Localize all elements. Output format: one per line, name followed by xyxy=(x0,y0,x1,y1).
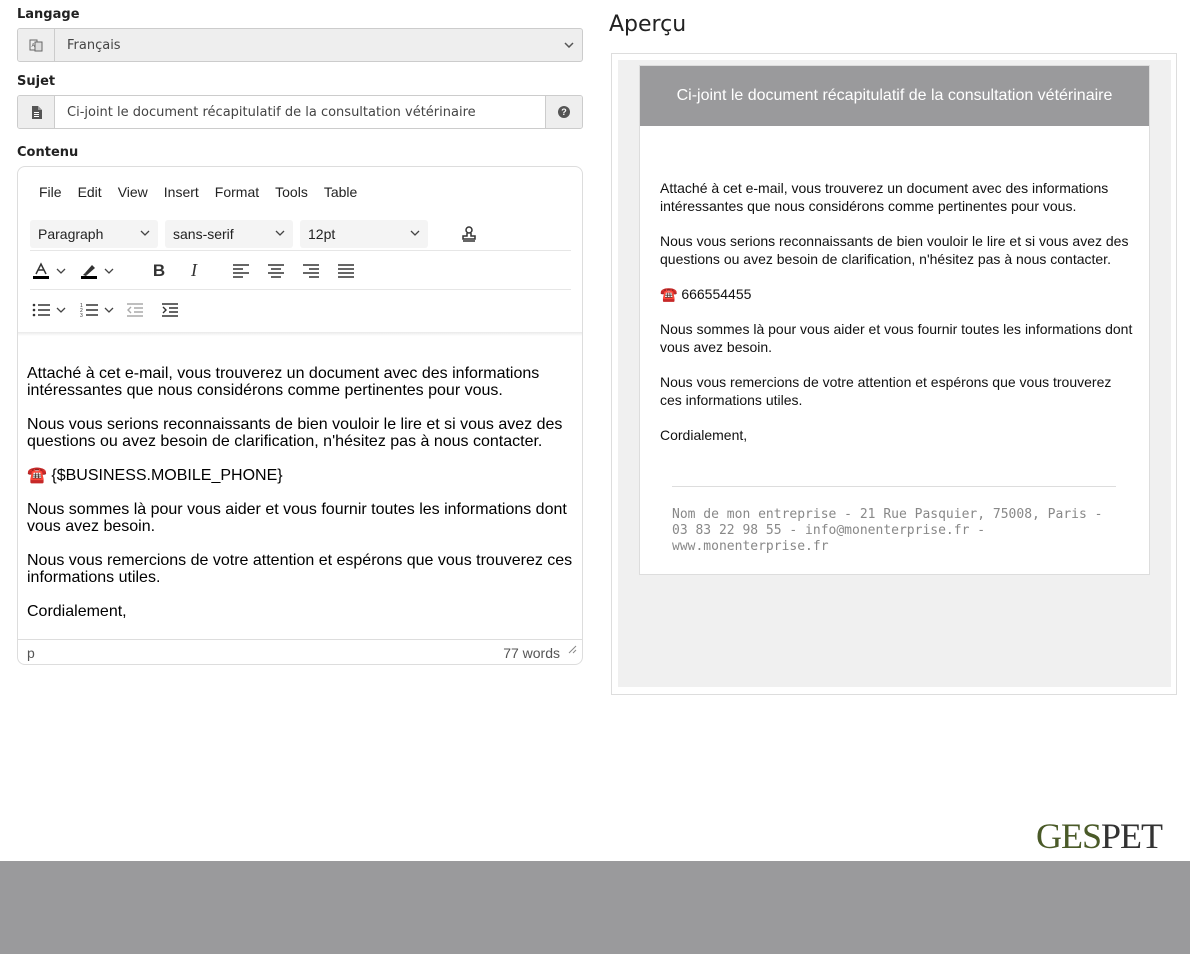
chevron-down-icon[interactable] xyxy=(52,296,70,324)
footer-band xyxy=(0,861,1190,954)
email-body xyxy=(660,179,1135,461)
highlight-color-icon[interactable] xyxy=(78,257,100,285)
paragraph: Cordialement, xyxy=(660,427,748,443)
email-preview xyxy=(611,53,1177,695)
numbered-list-icon[interactable] xyxy=(78,296,100,324)
help-button[interactable] xyxy=(545,96,582,128)
email-footer: Nom de mon entreprise - 21 Rue Pasquier, 75008, Paris - 03 83 22 98 55 - info@monenterprise.fr - www.monenterprise.fr xyxy=(672,507,1103,554)
element-path[interactable]: p xyxy=(27,644,35,661)
document-icon xyxy=(18,96,55,128)
svg-text:3: 3 xyxy=(80,313,83,317)
gespet-logo xyxy=(1036,815,1162,857)
outdent-icon[interactable] xyxy=(124,296,146,324)
stamp-icon[interactable] xyxy=(460,220,478,248)
content-label: Contenu xyxy=(17,145,79,160)
rich-text-editor xyxy=(17,166,583,665)
divider xyxy=(672,486,1116,487)
chevron-down-icon xyxy=(410,228,420,239)
telephone-icon: ☎️ xyxy=(27,467,47,484)
resize-handle-icon[interactable] xyxy=(568,641,577,659)
toolbar-row-lists xyxy=(30,291,571,329)
toolbar-row-text xyxy=(30,252,571,290)
phone-number: 666554455 xyxy=(681,286,752,302)
chevron-down-icon xyxy=(140,228,150,239)
paragraph: Nous vous serions reconnaissants de bien vouloir le lire et si vous avez des questions ou avez besoin de clarification, n'hésitez pas à nous contacter. xyxy=(660,233,1129,267)
paragraph: Nous vous serions reconnaissants de bien vouloir le lire et si vous avez des questions ou avez besoin de clarification, n'hésitez pas à nous contacter. xyxy=(27,416,563,450)
paragraph: Attaché à cet e-mail, vous trouverez un document avec des informations intéressantes que nous considérons comme pertinentes pour vous. xyxy=(27,365,540,399)
font-size-value: 12pt xyxy=(308,225,336,242)
font-family-select[interactable] xyxy=(165,220,293,248)
phone-line xyxy=(27,467,577,484)
word-count[interactable]: 77 words xyxy=(503,644,560,661)
chevron-down-icon[interactable] xyxy=(100,296,118,324)
menu-view[interactable]: View xyxy=(117,184,148,200)
paragraph: Nous vous remercions de votre attention et espérons que vous trouverez ces informations utiles. xyxy=(660,374,1112,408)
paragraph: Nous sommes là pour vous aider et vous fournir toutes les informations dont vous avez besoin. xyxy=(660,321,1133,355)
question-icon: ? xyxy=(558,106,570,118)
svg-text:A: A xyxy=(31,42,35,49)
subject-input[interactable]: Ci-joint le document récapitulatif de la consultation vétérinaire xyxy=(67,104,476,120)
translate-icon xyxy=(18,29,55,61)
bullet-list-icon[interactable] xyxy=(30,296,52,324)
editor-content[interactable] xyxy=(27,365,577,637)
chevron-down-icon[interactable] xyxy=(52,257,70,285)
paragraph: Cordialement, xyxy=(27,603,127,620)
paragraph: Nous sommes là pour vous aider et vous fournir toutes les informations dont vous avez besoin. xyxy=(27,501,567,535)
menu-file[interactable]: File xyxy=(39,184,62,200)
menu-format[interactable]: Format xyxy=(214,184,260,200)
language-label: Langage xyxy=(17,7,80,22)
paragraph: Nous vous remercions de votre attention et espérons que vous trouverez ces informations utiles. xyxy=(27,552,573,586)
font-size-select[interactable] xyxy=(300,220,428,248)
editor-statusbar xyxy=(18,639,582,665)
indent-icon[interactable] xyxy=(159,296,181,324)
block-format-select[interactable] xyxy=(30,220,158,248)
font-family-value: sans-serif xyxy=(173,225,234,242)
toolbar-row-formats xyxy=(30,217,571,251)
svg-text:1: 1 xyxy=(80,303,83,309)
bold-icon[interactable]: B xyxy=(152,260,166,280)
language-value: Français xyxy=(67,37,121,53)
chevron-down-icon[interactable] xyxy=(100,257,118,285)
email-header: Ci-joint le document récapitulatif de la consultation vétérinaire xyxy=(640,66,1149,126)
menu-insert[interactable]: Insert xyxy=(163,184,199,200)
toolbar-divider xyxy=(18,332,582,336)
preview-background xyxy=(618,60,1171,687)
preview-title: Aperçu xyxy=(609,12,687,37)
editor-menubar xyxy=(31,184,365,200)
italic-icon[interactable]: I xyxy=(191,260,197,280)
telephone-icon: ☎️ xyxy=(660,286,678,302)
phone-line xyxy=(660,285,1135,303)
menu-edit[interactable]: Edit xyxy=(77,184,102,200)
align-left-icon[interactable] xyxy=(230,257,252,285)
logo-part-ges: GES xyxy=(1036,816,1102,856)
subject-label: Sujet xyxy=(17,74,56,89)
svg-text:2: 2 xyxy=(80,308,83,314)
block-format-value: Paragraph xyxy=(38,225,104,242)
chevron-down-icon xyxy=(275,228,285,239)
align-justify-icon[interactable] xyxy=(335,257,357,285)
align-right-icon[interactable] xyxy=(300,257,322,285)
text-color-icon[interactable] xyxy=(30,257,52,285)
align-center-icon[interactable] xyxy=(265,257,287,285)
menu-table[interactable]: Table xyxy=(323,184,358,200)
email-card xyxy=(639,65,1150,575)
paragraph: Attaché à cet e-mail, vous trouverez un document avec des informations intéressantes que nous considérons comme pertinentes pour vous. xyxy=(660,180,1109,214)
menu-tools[interactable]: Tools xyxy=(275,184,308,200)
logo-part-pet: PET xyxy=(1101,816,1163,856)
chevron-down-icon xyxy=(556,29,582,61)
subject-field[interactable] xyxy=(17,95,583,129)
phone-placeholder: {$BUSINESS.MOBILE_PHONE} xyxy=(51,467,283,484)
language-select[interactable] xyxy=(17,28,583,62)
